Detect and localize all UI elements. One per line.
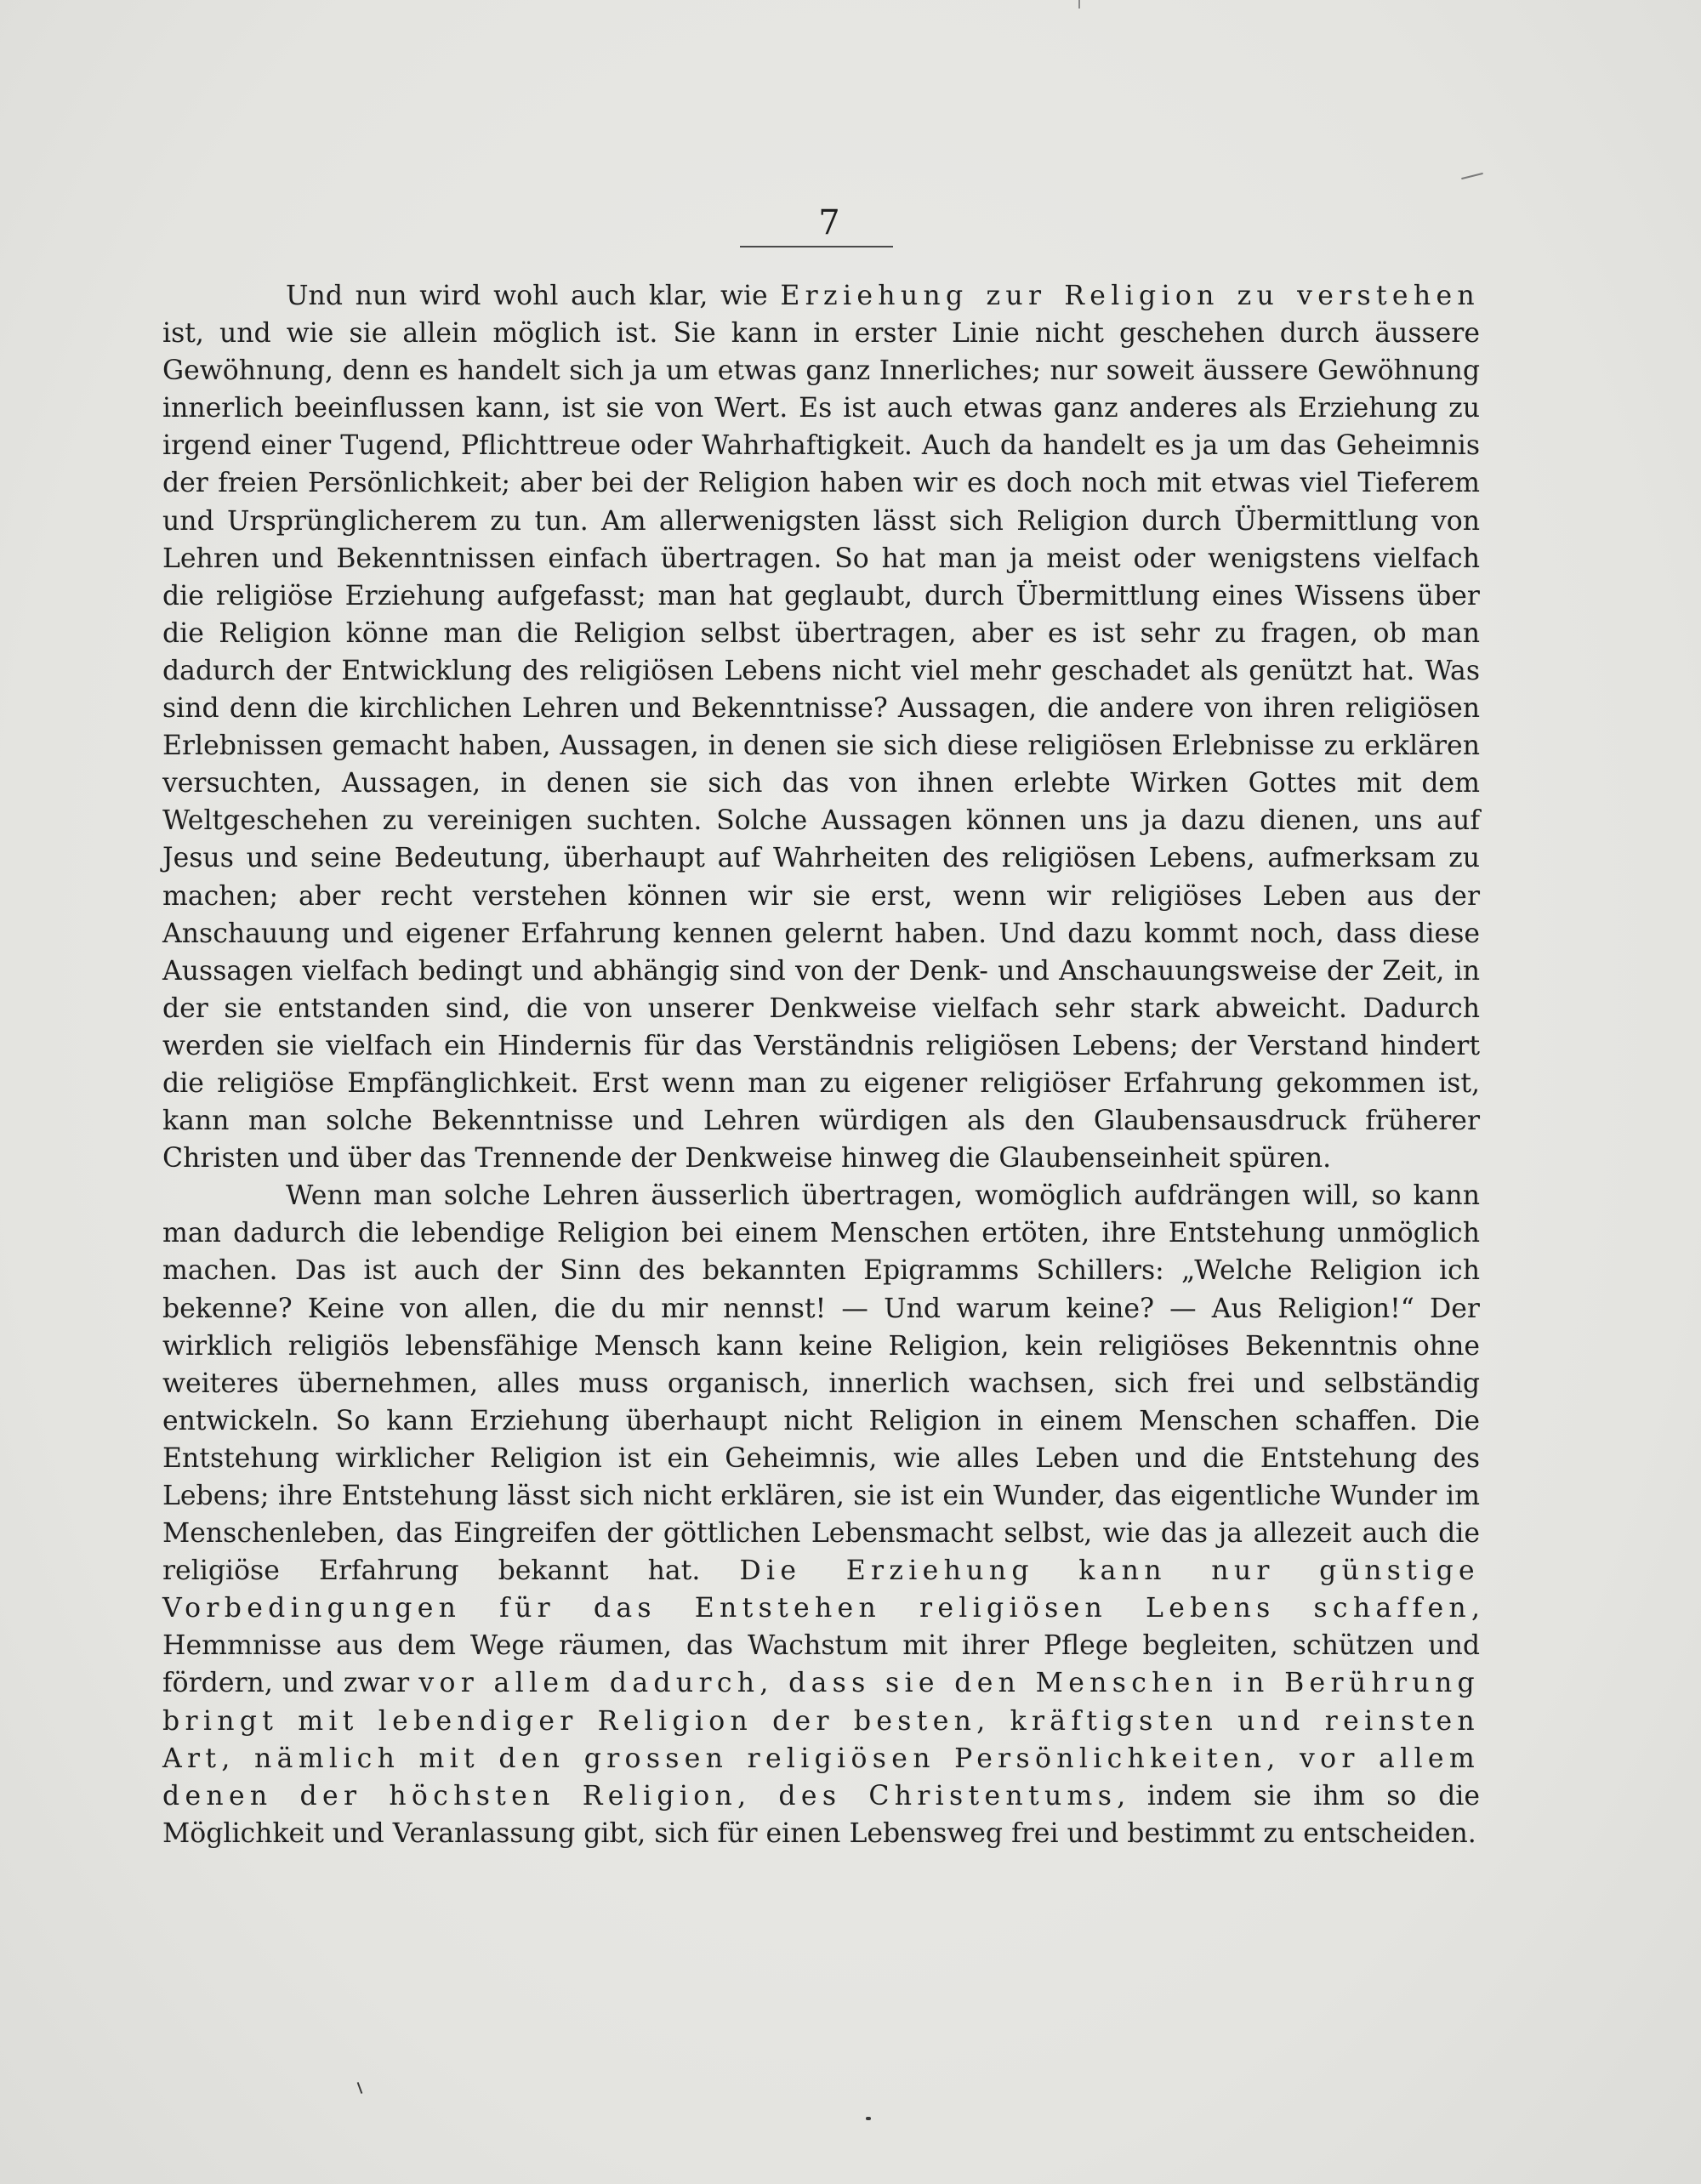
text-segment: , indem sie ihm so die Möglichkeit und Veranlassung gibt, sich für einen Lebensweg frei und bestimmt zu entscheiden. xyxy=(162,1780,1480,1849)
paragraph-1 xyxy=(162,277,1480,1177)
scan-speck xyxy=(1461,173,1483,179)
spaced-text-segment: Die Erziehung kann nur günstige Vorbedingungen für das Entstehen religiösen Lebens schaffen xyxy=(162,1556,1480,1624)
page-number-container xyxy=(0,202,1701,243)
scan-speck xyxy=(1078,0,1080,9)
text-segment: ist, und wie sie allein möglich ist. Sie kann in erster Linie nicht geschehen durch äussere Gewöhnung, denn es handelt sich ja um etwas ganz Innerliches; nur soweit äussere Gewöhnung innerlich beeinflussen kann, ist sie von Wert. Es ist auch etwas ganz anderes als Erziehung zu irgend einer Tugend, Pflichttreue oder Wahrhaftigkeit. Auch da handelt es ja um das Geheimnis der freien Persönlichkeit; aber bei der Religion haben wir es doch noch mit etwas viel Tieferem und Ursprünglicherem zu tun. Am allerwenigsten lässt sich Religion durch Übermittlung von Lehren und Bekenntnissen einfach übertragen. So hat man ja meist oder wenigstens vielfach die religiöse Erziehung aufgefasst; man hat geglaubt, durch Übermittlung eines Wissens über die Religion könne man die Religion selbst übertragen, aber es ist sehr zu fragen, ob man dadurch der Entwicklung des religiösen Lebens nicht viel mehr geschadet als genützt hat. Was sind denn die kirchlichen Lehren und Bekenntnisse? Aussagen, die andere von ihren religiösen Erlebnissen gemacht haben, Aussagen, in denen sie sich diese religiösen Erlebnisse zu erklären versuchten, Aussagen, in denen sie sich das von ihnen erlebte Wirken Gottes mit dem Weltgeschehen zu vereinigen suchten. Solche Aussagen können uns ja dazu dienen, uns auf Jesus und seine Bedeutung, überhaupt auf Wahrheiten des religiösen Lebens, aufmerksam zu machen; aber recht verstehen können wir sie erst, wenn wir religiöses Leben aus der Anschauung und eigener Erfahrung kennen gelernt haben. Und dazu kommt noch, dass diese Aussagen vielfach bedingt und abhängig sind von der Denk- und Anschauungsweise der Zeit, in der sie entstanden sind, die von unserer Denkweise vielfach sehr stark abweicht. Dadurch werden sie vielfach ein Hindernis für das Verständnis religiösen Lebens; der Verstand hindert die religiöse Empfänglichkeit. Erst wenn man zu eigener religiöser Erfahrung gekommen ist, kann man solche Bekenntnisse und Lehren würdigen als den Glaubensausdruck früherer Christen und über das Trennende der Denkweise hinweg die Glaubenseinheit spüren. xyxy=(162,318,1480,1174)
paragraph-2 xyxy=(162,1177,1480,1852)
page-number-rule xyxy=(740,246,893,247)
text-segment: Wenn man solche Lehren äusserlich übertragen, womöglich aufdrängen will, so kann man dadurch die lebendige Religion bei einem Menschen ertöten, ihre Entstehung unmöglich machen. Das ist auch der Sinn des bekannten Epigramms Schillers: „Welche Religion ich bekenne? Keine von allen, die du mir nennst! — Und warum keine? — Aus Religion!“ Der wirklich religiös lebensfähige Mensch kann keine Religion, kein religiöses Bekenntnis ohne weiteres übernehmen, alles muss organisch, innerlich wachsen, sich frei und selbständig entwickeln. So kann Erziehung überhaupt nicht Religion in einem Menschen schaffen. Die Entstehung wirklicher Religion ist ein Geheimnis, wie alles Leben und die Entstehung des Lebens; ihre Entstehung lässt sich nicht erklären, sie ist ein Wunder, das eigentliche Wunder im Menschenleben, das Eingreifen der göttlichen Lebensmacht selbst, wie das ja allezeit auch die religiöse Erfahrung bekannt hat. xyxy=(162,1180,1480,1587)
text-segment: Und nun wird wohl auch klar, wie xyxy=(286,281,781,311)
body-text xyxy=(162,277,1480,1852)
page-number: 7 xyxy=(818,203,840,242)
scan-speck xyxy=(866,2117,871,2120)
spaced-text-segment: Erziehung zur Religion zu verstehen xyxy=(780,281,1480,311)
scan-speck xyxy=(357,2082,363,2094)
spaced-text-segment: vor allem dadurch, dass sie den Menschen in Berührung bringt mit lebendiger Religion der besten, kräftigsten und reinsten Art, nämlich mit den grossen religiösen Persönlichkeiten, vor allem denen der höchsten Religion, des Christentums xyxy=(162,1668,1480,1811)
text-segment: , Hemmnisse aus dem Wege räumen, das Wachstum mit ihrer Pflege begleiten, schützen und fördern, und zwar xyxy=(162,1593,1480,1699)
